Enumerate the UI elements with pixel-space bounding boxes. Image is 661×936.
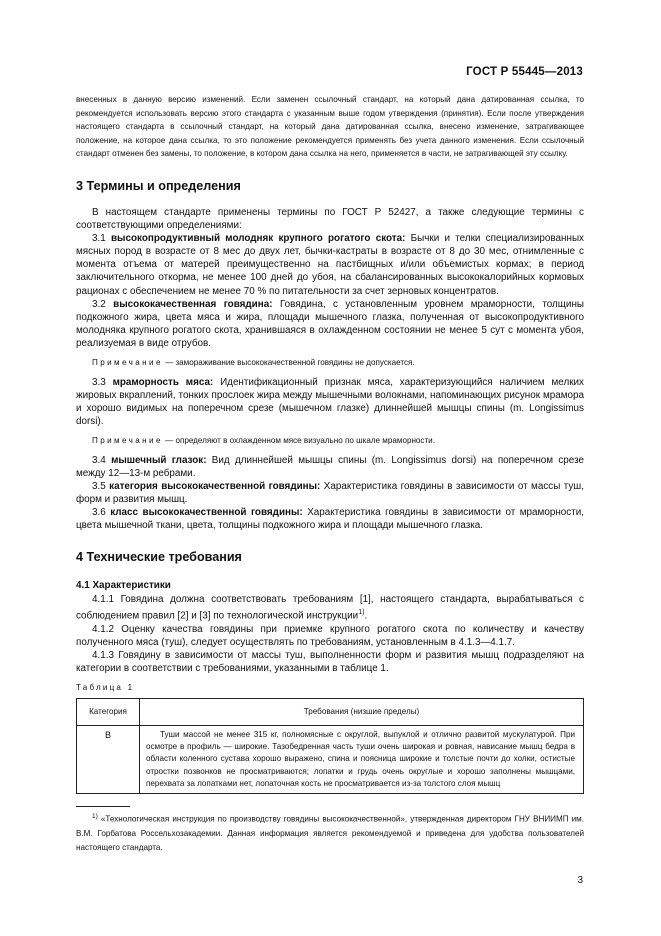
term-title: мышечный глазок:	[111, 454, 207, 466]
table-header-row	[77, 698, 584, 725]
note-2	[76, 434, 584, 448]
paragraph-4-1-1: 4.1.1 Говядина должна соответствовать требованиям [1], настоящего стандарта, вырабатываться с соблюдением правил [2] и [3] по технологической инструкции$^{1)}$.	[76, 594, 584, 622]
term-3-1	[76, 232, 584, 297]
term-definition: Бычки и телки специализированных мясных пород в возрасте от 8 мес до двух лет, бычки-кастраты в возрасте от 8 до 30 мес, отнимленные с момента отъема от матерей преимущественно на пастбищных и/или объемистых кормах; в период заключительного откорма, не менее 100 дней до убоя, на сбалансированных высококалорийных кормовых рационах с обеспечением не менее 70 % по питательности за счет зерновых концентратов.	[76, 233, 584, 297]
term-number: 3.5	[92, 480, 110, 492]
term-3-5	[76, 480, 584, 506]
paragraph-4-1-2: 4.1.2 Оценку качества говядины при приемке крупного рогатого скота по количеству и качеству полученного мяса (туш), следует осуществлять по требованиям, установленным в 4.1.3—4.1.7.	[76, 623, 584, 648]
section-3-lead: В настоящем стандарте применены термины по ГОСТ Р 52427, а также следующие термины с соответствующими определениями:	[76, 206, 584, 232]
footnote-marker: 1)	[358, 609, 365, 617]
column-header-category: Категория	[77, 698, 140, 725]
table-row	[77, 725, 584, 793]
requirements-table	[76, 698, 584, 794]
term-definition: Вид длиннейшей мышцы спины (m. Longissimus dorsi) на поперечном срезе между 12—13-м ребрами.	[76, 454, 584, 479]
term-3-3	[76, 376, 584, 428]
document-code-header: ГОСТ Р 55445—2013	[466, 66, 583, 78]
page-content	[76, 93, 584, 855]
table-caption: Таблица 1	[76, 682, 135, 692]
section-4-heading: 4 Технические требования	[76, 550, 242, 565]
term-definition: Характеристика говядины в зависимости от мраморности, цвета мышечной ткани, цвета, толщины подкожного жира и площади мышечного глазка.	[76, 506, 584, 532]
term-number: 3.4	[92, 454, 112, 466]
term-title: класс высококачественной говядины:	[110, 506, 303, 518]
term-title: высокопродуктивный молодняк крупного рогатого скота:	[110, 233, 406, 245]
intro-paragraph: внесенных в данную версию изменений. Если заменен ссылочный стандарт, на который дана датированная ссылка, то рекомендуется использовать версию этого стандарта с указанным выше годом утверждения (принятия). Если после утверждения настоящего стандарта в ссылочный стандарт, на который дана датированная ссылка, внесено изменение, затрагивающее положение, на которое дана ссылка, то это положение рекомендуется применять без учета данного изменения. Если ссылочный стандарт отменен без замены, то положение, в котором дана ссылка на него, применяется в части, не затрагивающей эту ссылку.	[76, 95, 584, 159]
term-3-4	[76, 454, 584, 480]
term-title: мраморность мяса:	[112, 376, 214, 388]
note-text: — определяют в охлажденном мясе визуально по шкале мраморности.	[162, 435, 435, 445]
term-title: высококачественная говядина:	[113, 298, 273, 310]
note-text: — замораживание высококачественной говядины не допускается.	[162, 358, 415, 367]
section-3-heading: 3 Термины и определения	[76, 178, 241, 193]
term-3-6	[76, 506, 584, 532]
category-cell: В	[77, 725, 140, 793]
term-definition: Характеристика говядины в зависимости от массы туш, форм и развития мышц.	[76, 480, 584, 505]
term-title: категория высококачественной говядины:	[109, 480, 321, 492]
requirements-cell: Туши массой не менее 315 кг, полномясные с округлой, выпуклой и отлично развитой мускулатурой. При осмотре в профиль — широкие. Тазобедренная часть туши очень широкая и ровная, нависание мышц бедра в области коленного сустава хорошо выражено, спина и поясница широкие и толстые почти до холки, остистые отростки позвонков не просматриваются; лопатки и грудь очень округлые и хорошо заполнены мышцами, перехвата за лопатками нет, лопаточная кость не просматривается из-за толстого слоя мышц	[140, 725, 584, 793]
footnote-mark: 1)	[92, 813, 98, 820]
footnote-separator	[76, 806, 130, 807]
footnote-text: «Технологическая инструкция по производству говядины высококачественной», утвержденная директором ГНУ ВНИИМП им. В.М. Горбатова Россельхозакадемии. Данная информация является рекомендуемой и приведена для удобства пользователей настоящего стандарта.	[76, 814, 584, 852]
note-label: Примечание	[92, 358, 163, 367]
term-number: 3.1	[92, 233, 111, 245]
term-number: 3.2	[92, 298, 114, 310]
footnote	[76, 810, 584, 855]
term-3-2	[76, 298, 584, 350]
term-definition: Говядина, с установленным уровнем мраморности, толщины подкожного жира, цвета мяса и жира, площади мышечного глазка, полученная от высокопродуктивного молодняка крупного рогатого скота, хранившаяся в охлажденном состоянии не менее 5 сут с момента убоя, реализуемая в виде отрубов.	[76, 298, 584, 349]
term-number: 3.6	[92, 506, 111, 518]
page-number: 3	[577, 875, 583, 886]
subsection-4-1-heading: 4.1 Характеристики	[76, 580, 171, 592]
column-header-requirements: Требования (низшие пределы)	[140, 698, 584, 725]
paragraph-4-1-3: 4.1.3 Говядину в зависимости от массы туш, выполненности форм и развития мышц подразделяют на категории в соответствии с требованиями, указанными в таблице 1.	[76, 649, 584, 674]
note-label: Примечание	[92, 435, 163, 445]
term-definition: Идентификационный признак мяса, характеризующийся наличием мелких жировых вкраплений, тонких прослоек жира между мышечными волокнами, напоминающих рисунок мрамора и хорошо видимых на поперечном срезе (мышечном глазке) длиннейшей мышцы спины (m. Longissimus dorsi).	[76, 376, 584, 427]
note-1	[76, 356, 584, 370]
term-number: 3.3	[92, 376, 113, 388]
